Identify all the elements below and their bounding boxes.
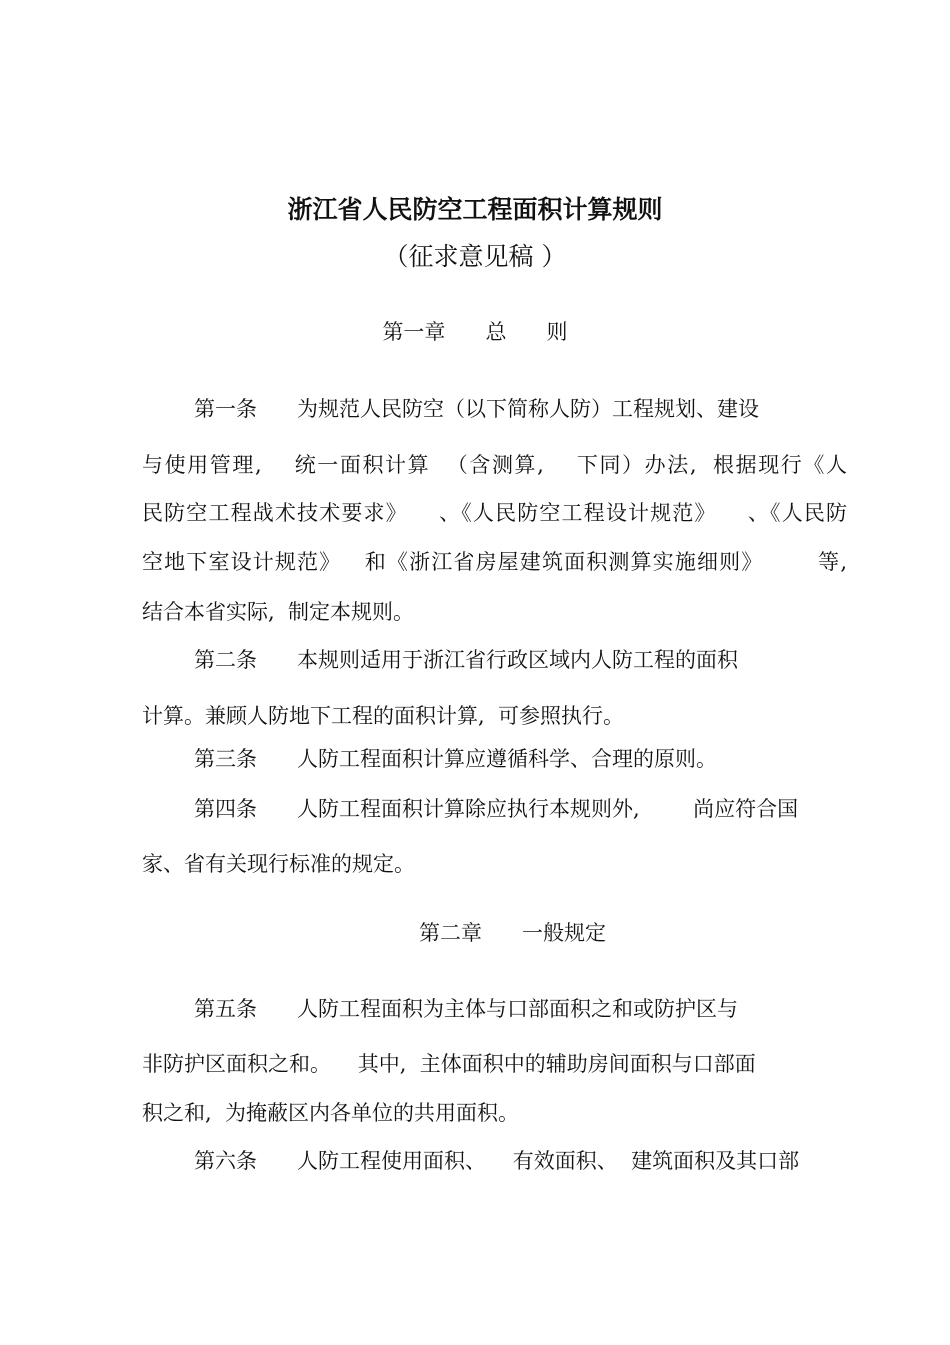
document-title: 浙江省人民防空工程面积计算规则 xyxy=(287,195,663,224)
article-4-line-2: 家、省有关现行标准的规定。 xyxy=(142,852,415,876)
article-5-line-2: 非防护区面积之和。 其中, 主体面积中的辅助房间面积与口部面 xyxy=(142,1052,756,1076)
article-2-line-2: 计算。兼顾人防地下工程的面积计算, 可参照执行。 xyxy=(142,704,625,728)
article-5-line-1: 第五条 人防工程面积为主体与口部面积之和或防护区与 xyxy=(194,997,739,1021)
article-1-line-1: 第一条 为规范人民防空（以下简称人防）工程规划、建设 xyxy=(194,397,760,421)
document-subtitle: （征求意见稿 ） xyxy=(383,242,567,271)
chapter-2-heading: 第二章 一般规定 xyxy=(419,921,607,945)
article-1-line-5: 结合本省实际, 制定本规则。 xyxy=(142,600,415,624)
article-5-line-3: 积之和, 为掩蔽区内各单位的共用面积。 xyxy=(142,1101,520,1125)
article-1-line-3: 民防空工程战术技术要求》 、《人民防空工程设计规范》 、《人民防 xyxy=(142,501,847,525)
article-1-line-2: 与使用管理, 统一面积计算 （含测算, 下同）办法, 根据现行《人 xyxy=(142,453,847,477)
article-3-line-1: 第三条 人防工程面积计算应遵循科学、合理的原则。 xyxy=(194,747,718,771)
article-6-line-1: 第六条 人防工程使用面积、 有效面积、 建筑面积及其口部 xyxy=(194,1149,800,1173)
article-1-line-4: 空地下室设计规范》 和《浙江省房屋建筑面积测算实施细则》 等, xyxy=(142,550,847,574)
article-2-line-1: 第二条 本规则适用于浙江省行政区域内人防工程的面积 xyxy=(194,648,739,672)
chapter-1-heading: 第一章 总 则 xyxy=(382,320,568,344)
article-4-line-1: 第四条 人防工程面积计算除应执行本规则外, 尚应符合国 xyxy=(194,797,799,821)
